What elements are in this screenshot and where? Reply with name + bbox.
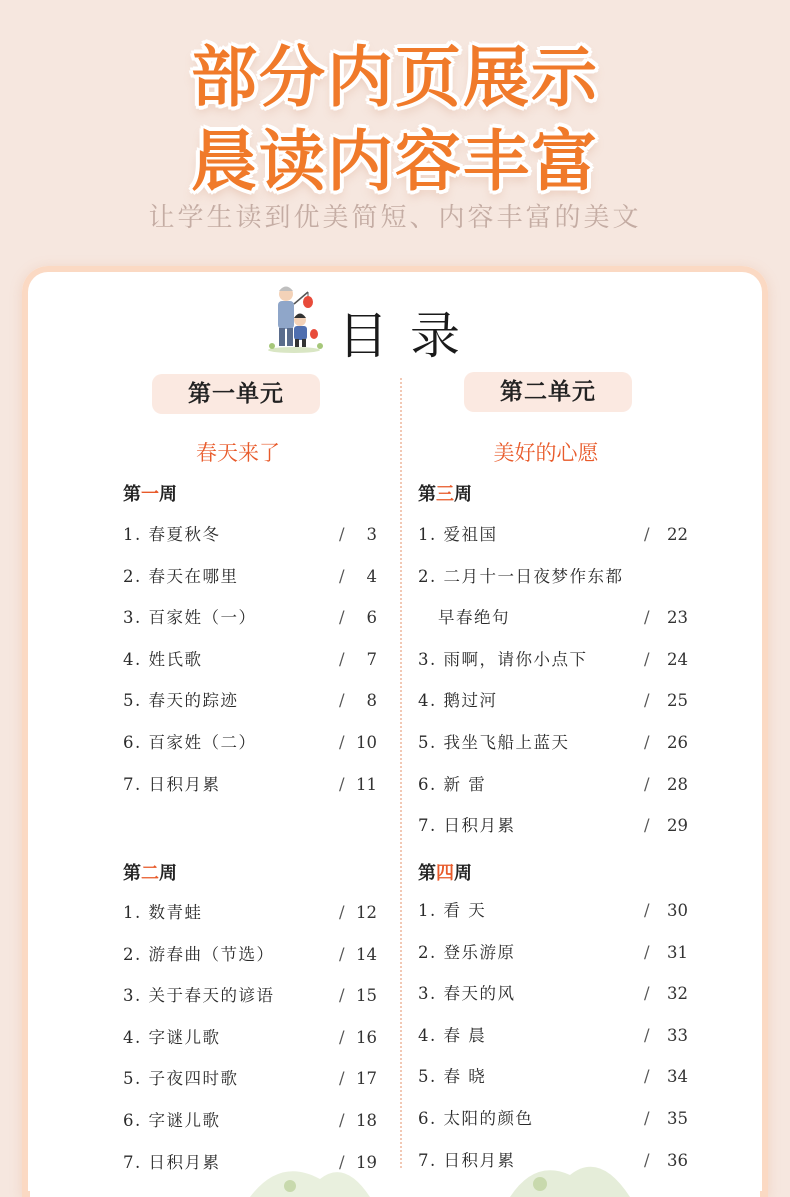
toc-entry[interactable] [418,764,688,806]
toc-entry-page: 34 [667,1067,688,1087]
hills-decoration [100,1150,720,1197]
week-prefix: 第 [123,863,141,884]
toc-entry-title: 3. 春天的风 [418,984,516,1004]
separator: / [644,1025,652,1045]
toc-entry-continuation[interactable] [418,597,688,639]
separator: / [339,649,347,669]
week-3-list [418,514,688,847]
week-prefix: 第 [123,484,141,505]
toc-entry-page: 11 [356,774,377,794]
toc-entry-page: 6 [366,608,377,628]
toc-entry-title: 2. 二月十一日夜梦作东都 [418,566,624,586]
separator: / [644,816,652,836]
hero-title-line-1: 部分内页展示 [191,39,599,116]
toc-entry[interactable] [123,514,377,556]
toc-entry-title: 4. 姓氏歌 [123,649,203,669]
week-number: 三 [436,484,454,505]
toc-entry-page: 7 [366,649,377,669]
toc-entry-page: 15 [356,986,377,1006]
hero-title-line-2: 晨读内容丰富 [191,123,599,200]
toc-entry[interactable] [418,1056,688,1098]
toc-entry[interactable] [418,722,688,764]
toc-entry-title: 2. 春天在哪里 [123,566,239,586]
week-suffix: 周 [159,484,177,505]
separator: / [339,1110,347,1130]
separator: / [644,691,652,711]
week-3-heading [418,480,472,508]
toc-entry[interactable] [418,805,688,847]
toc-entry-page: 32 [667,984,688,1004]
toc-entry[interactable] [123,892,377,934]
toc-entry-title: 7. 日积月累 [418,816,516,836]
toc-entry-title: 4. 春 晨 [418,1025,487,1045]
toc-entry[interactable] [418,890,688,932]
toc-entry[interactable] [123,1017,377,1059]
toc-entry-page: 14 [356,944,377,964]
toc-entry-page: 16 [356,1027,377,1047]
separator: / [644,732,652,752]
toc-entry[interactable] [418,514,688,556]
toc-entry-page: 22 [667,525,688,544]
week-prefix: 第 [418,863,436,884]
column-divider [400,378,402,1168]
separator: / [339,1027,347,1047]
toc-entry-page: 19 [356,1152,377,1172]
toc-entry-title: 1. 数青蛙 [123,903,203,922]
separator: / [644,901,652,920]
week-1-list [123,514,377,805]
separator: / [339,525,347,544]
week-suffix: 周 [454,863,472,884]
week-suffix: 周 [159,863,177,884]
toc-entry[interactable] [123,680,377,722]
toc-entry-page: 4 [366,566,377,586]
toc-entry[interactable] [418,1015,688,1057]
toc-entry[interactable] [123,556,377,598]
toc-entry-title: 6. 百家姓（二） [123,732,257,752]
toc-entry-page: 3 [366,525,377,544]
toc-entry-title: 1. 看 天 [418,901,487,920]
separator: / [644,942,652,962]
toc-entry-page: 18 [356,1110,377,1130]
unit-1-theme: 春天来了 [196,441,280,465]
toc-entry-page: 28 [667,774,688,794]
week-prefix: 第 [418,484,436,505]
toc-entry-title: 2. 游春曲（节选） [123,944,275,964]
toc-entry-title: 2. 登乐游原 [418,942,516,962]
toc-entry-title: 3. 雨啊，请你小点下 [418,649,588,669]
toc-entry[interactable] [123,1100,377,1142]
toc-entry-page: 25 [667,691,688,711]
toc-entry[interactable] [418,639,688,681]
toc-entry-title: 4. 鹅过河 [418,691,498,711]
week-2-list [123,892,377,1183]
toc-entry-title: 6. 太阳的颜色 [418,1108,534,1128]
toc-entry-title: 3. 百家姓（一） [123,608,257,628]
separator: / [644,649,652,669]
toc-entry[interactable] [418,1098,688,1140]
toc-title: 目录 [338,307,482,365]
toc-entry-title: 1. 春夏秋冬 [123,525,221,544]
separator: / [339,691,347,711]
unit-1-label: 第一单元 [152,374,320,414]
toc-entry-page: 33 [667,1025,688,1045]
separator: / [339,944,347,964]
toc-entry-title: 5. 春天的踪迹 [123,691,239,711]
toc-entry-title: 7. 日积月累 [123,1152,221,1172]
separator: / [339,986,347,1006]
toc-entry[interactable] [123,1058,377,1100]
toc-entry-page: 8 [366,691,377,711]
separator: / [644,774,652,794]
toc-entry-page: 12 [356,903,377,922]
toc-entry[interactable] [123,934,377,976]
separator: / [339,1069,347,1089]
toc-entry[interactable] [418,932,688,974]
separator: / [644,984,652,1004]
hero-subtitle: 让学生读到优美简短、内容丰富的美文 [148,203,642,233]
toc-entry-title: 7. 日积月累 [123,774,221,794]
separator: / [339,608,347,628]
toc-entry-page: 29 [667,816,688,836]
toc-entry-title: 7. 日积月累 [418,1150,516,1170]
toc-entry-page: 26 [667,732,688,752]
week-1-heading [123,480,177,508]
toc-entry-page: 10 [356,732,377,752]
toc-entry-title: 5. 子夜四时歌 [123,1069,239,1089]
unit-2-theme: 美好的心愿 [493,441,599,465]
separator: / [644,608,652,628]
toc-entry-title: 6. 新 雷 [418,774,487,794]
toc-entry-page: 30 [667,901,688,920]
toc-entry[interactable] [123,722,377,764]
separator: / [644,1108,652,1128]
toc-entry-page: 17 [356,1069,377,1089]
toc-entry-page: 36 [667,1150,688,1170]
unit-2-label: 第二单元 [464,372,632,412]
toc-entry-page: 35 [667,1108,688,1128]
separator: / [339,732,347,752]
toc-entry[interactable] [123,764,377,806]
toc-entry-page: 24 [667,649,688,669]
toc-entry[interactable] [418,973,688,1015]
toc-entry-page: 23 [667,608,688,628]
separator: / [644,525,652,544]
toc-entry-title: 4. 字谜儿歌 [123,1027,221,1047]
toc-entry-title: 6. 字谜儿歌 [123,1110,221,1130]
promo-header [0,0,790,260]
week-number: 二 [141,863,159,884]
week-4-heading [418,859,472,887]
week-number: 一 [141,484,159,505]
toc-entry-title: 1. 爱祖国 [418,525,498,544]
separator: / [339,903,347,922]
toc-entry[interactable] [418,680,688,722]
week-4-list [418,890,688,1181]
toc-entry[interactable] [123,597,377,639]
toc-entry[interactable] [418,556,624,598]
week-number: 四 [436,863,454,884]
toc-entry-title: 早春绝句 [438,608,510,628]
separator: / [644,1067,652,1087]
separator: / [339,1152,347,1172]
week-2-heading [123,859,177,887]
separator: / [644,1150,652,1170]
toc-entry-page: 31 [667,942,688,962]
toc-entry-title: 3. 关于春天的谚语 [123,986,275,1006]
toc-entry[interactable] [123,639,377,681]
separator: / [339,774,347,794]
toc-entry-title: 5. 春 晓 [418,1067,487,1087]
toc-entry-title: 5. 我坐飞船上蓝天 [418,732,570,752]
grandparent-child-lantern-illustration [264,282,328,354]
toc-entry[interactable] [123,975,377,1017]
week-suffix: 周 [454,484,472,505]
separator: / [339,566,347,586]
